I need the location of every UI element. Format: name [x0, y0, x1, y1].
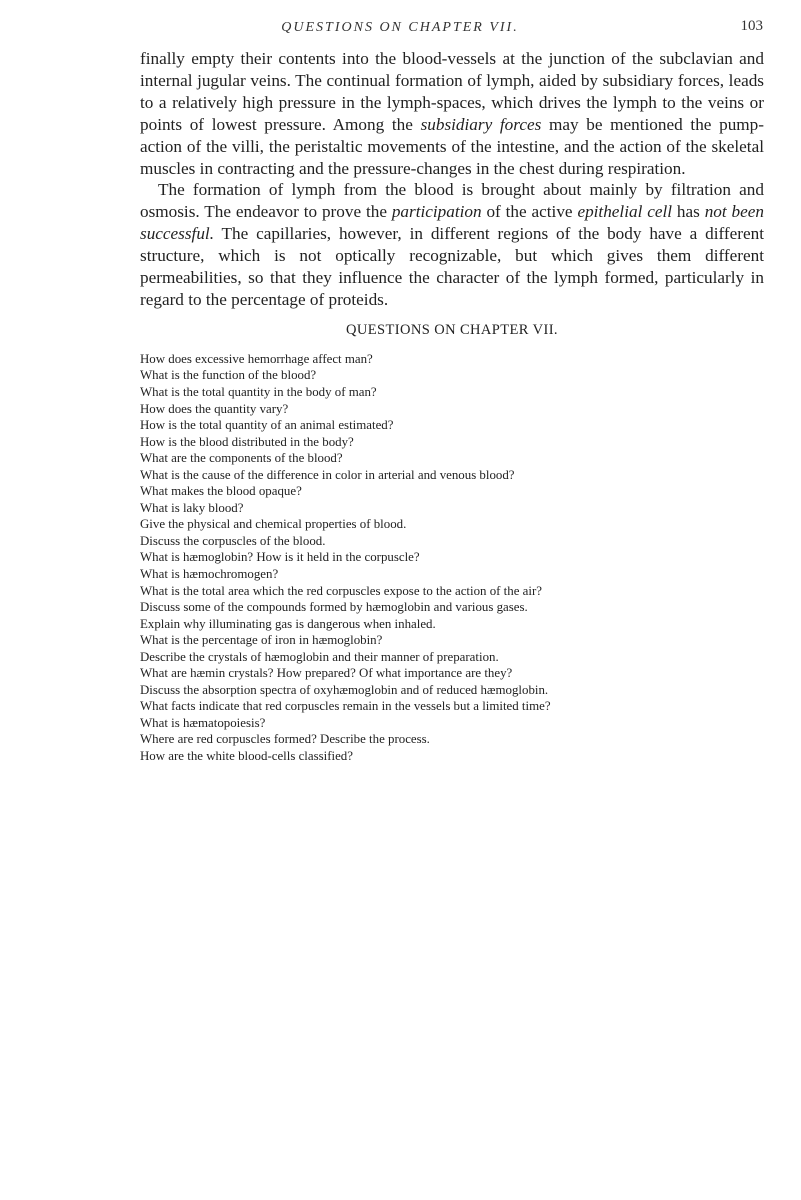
question-item: Describe the crystals of hæmoglobin and their manner of preparation. [140, 649, 499, 664]
question-item: Discuss the corpuscles of the blood. [140, 533, 326, 548]
question-item: Explain why illuminating gas is dangerous when inhaled. [140, 616, 436, 631]
questions-list [140, 351, 764, 765]
italic-phrase: not been successful. [140, 202, 764, 244]
question-item: What is the percentage of iron in hæmoglobin? [140, 633, 383, 648]
question-item: What are the components of the blood? [140, 451, 343, 466]
question-item: What is the total area which the red corpuscles expose to the action of the air? [140, 583, 542, 598]
text-run: has [672, 202, 705, 222]
paragraph-lymph-formation [140, 179, 764, 310]
question-item: What facts indicate that red corpuscles remain in the vessels but a limited time? [140, 699, 551, 714]
text-run: The capillaries, however, in different regions of the body have a different structure, which is not optically recognizable, but which gives them different permeabilities, so that they influence the character of the lymph formed, particularly in regard to the percentage of proteids. [140, 224, 764, 309]
running-head: QUESTIONS ON CHAPTER VII. [281, 20, 519, 35]
text-run: finally empty their contents into the blood-vessels at the junction of the subclavian and internal jugular veins. The continual formation of lymph, aided by subsidiary forces, leads to a relatively high pressure in the lymph-spaces, which drives the lymph to the veins or points of lowest pressure. Among the [140, 49, 764, 134]
question-item: What is the function of the blood? [140, 368, 317, 383]
italic-phrase: participation [391, 202, 482, 222]
question-item: Where are red corpuscles formed? Describe the process. [140, 732, 430, 747]
question-item: What is hæmoglobin? How is it held in the corpuscle? [140, 550, 420, 565]
text-run: may be mentioned the pump-action of the villi, the peristaltic movements of the intestine, and the action of the skeletal muscles in contracting and the pressure-changes in the chest during respiration. [140, 114, 764, 178]
italic-phrase: epithelial cell [577, 202, 673, 222]
question-item: How does excessive hemorrhage affect man? [140, 351, 373, 366]
paragraph-lymph-flow [140, 48, 764, 179]
question-item: Discuss the absorption spectra of oxyhæmoglobin and of reduced hæmoglobin. [140, 682, 549, 697]
text-run: of the active [481, 202, 578, 222]
question-item: How is the blood distributed in the body? [140, 434, 354, 449]
question-item: What are hæmin crystals? How prepared? Of what importance are they? [140, 666, 513, 681]
section-title: QUESTIONS ON CHAPTER VII. [346, 321, 558, 338]
question-item: What is laky blood? [140, 500, 244, 515]
question-item: How does the quantity vary? [140, 401, 289, 416]
question-item: What makes the blood opaque? [140, 484, 302, 499]
question-item: Give the physical and chemical properties of blood. [140, 517, 407, 532]
question-item: What is the cause of the difference in color in arterial and venous blood? [140, 467, 515, 482]
text-run: The formation of lymph from the blood is brought about mainly by filtration and osmosis. The endeavor to prove the [140, 180, 764, 222]
question-item: How is the total quantity of an animal estimated? [140, 418, 394, 433]
question-item: What is hæmatopoiesis? [140, 715, 266, 730]
question-item: How are the white blood-cells classified? [140, 749, 353, 763]
question-item: Discuss some of the compounds formed by hæmoglobin and various gases. [140, 600, 528, 615]
question-item: What is hæmochromogen? [140, 566, 279, 581]
body-text [140, 48, 764, 765]
question-item: What is the total quantity in the body of man? [140, 384, 377, 399]
page-number: 103 [740, 18, 763, 34]
italic-phrase: subsidiary forces [420, 114, 542, 134]
